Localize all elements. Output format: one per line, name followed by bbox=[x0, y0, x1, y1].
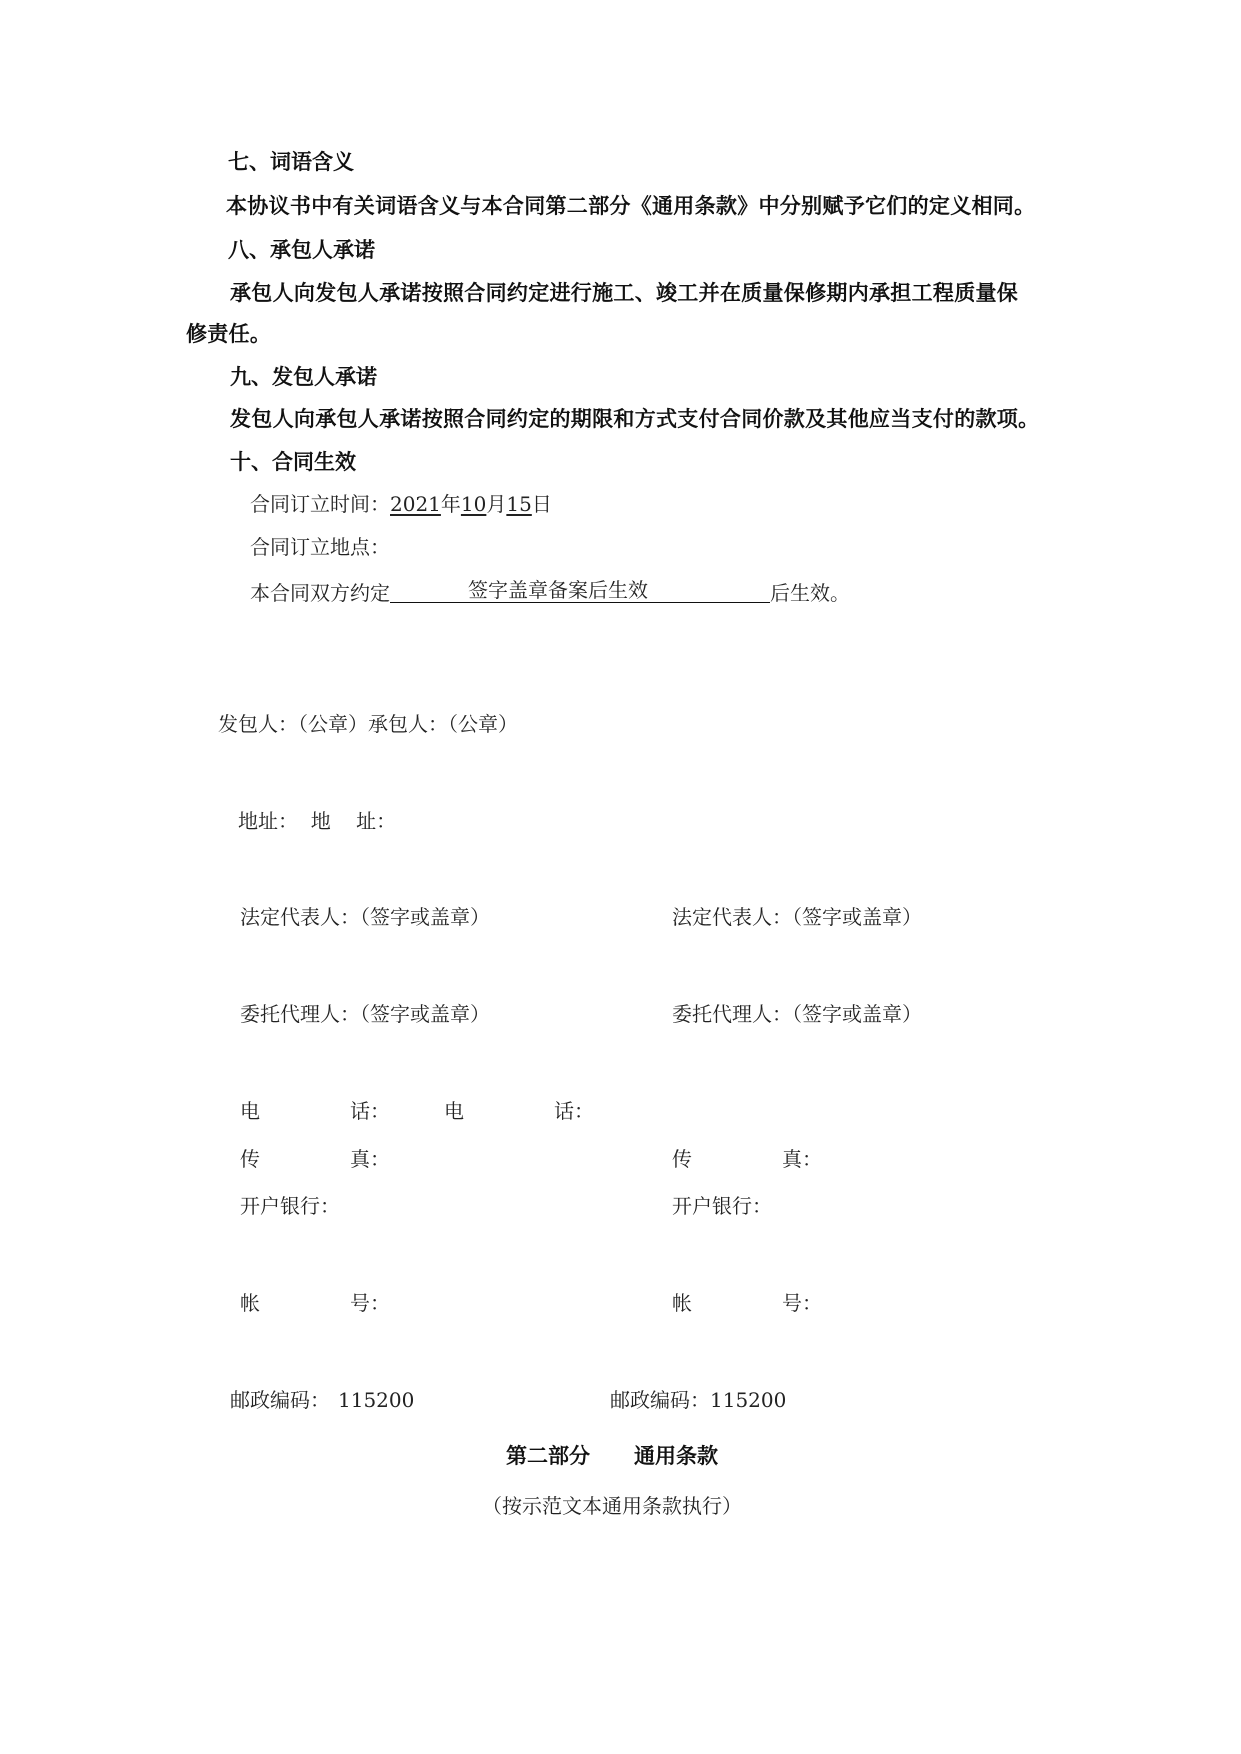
contract-year-unit: 年 bbox=[440, 492, 461, 516]
phone-mid-label: 话： bbox=[554, 1099, 594, 1123]
contract-place-label: 合同订立地点： bbox=[250, 535, 390, 559]
contract-date-label: 合同订立时间： bbox=[250, 492, 390, 516]
account-right-char: 帐 bbox=[672, 1291, 692, 1315]
postal-left-label: 邮政编码： bbox=[230, 1388, 330, 1412]
contract-effect-prefix: 本合同双方约定 bbox=[250, 581, 390, 605]
fax-right-label: 真： bbox=[782, 1147, 822, 1171]
postal-right-value: 115200 bbox=[710, 1388, 787, 1412]
part2-title bbox=[506, 1446, 718, 1467]
section-8-heading: 八、承包人承诺 bbox=[228, 238, 375, 262]
account-left-char: 帐 bbox=[240, 1291, 260, 1315]
contract-date-line bbox=[250, 494, 552, 514]
section-8-body-line1: 承包人向发包人承诺按照合同约定进行施工、竣工并在质量保修期内承担工程质量保 bbox=[230, 281, 1019, 305]
fax-right-char: 传 bbox=[672, 1147, 692, 1171]
section-7-body: 本协议书中有关词语含义与本合同第二部分《通用条款》中分别赋予它们的定义相同。 bbox=[226, 194, 1036, 218]
phone-left-char: 电 bbox=[240, 1099, 260, 1123]
bank-left: 开户银行： bbox=[240, 1194, 340, 1218]
account-left-label: 号： bbox=[350, 1291, 390, 1315]
legal-rep-left: 法定代表人：（签字或盖章） bbox=[240, 905, 490, 929]
contract-month: 10 bbox=[460, 492, 487, 516]
contract-month-unit: 月 bbox=[486, 492, 507, 516]
legal-rep-right: 法定代表人：（签字或盖章） bbox=[672, 905, 922, 929]
postal-left-value: 115200 bbox=[338, 1388, 415, 1412]
parties-seal-line: 发包人：（公章）承包人：（公章） bbox=[218, 712, 518, 736]
phone-left-label: 话： bbox=[350, 1099, 390, 1123]
section-8-body-line2: 修责任。 bbox=[186, 322, 272, 346]
fax-left-char: 传 bbox=[240, 1147, 260, 1171]
fax-left-label: 真： bbox=[350, 1147, 390, 1171]
postal-left bbox=[230, 1390, 414, 1410]
contract-effect-suffix: 后生效。 bbox=[770, 581, 850, 605]
contract-effect-line bbox=[250, 580, 850, 603]
contract-effect-value: 签字盖章备案后生效 bbox=[468, 578, 648, 602]
part2-title-name: 通用条款 bbox=[634, 1444, 718, 1468]
account-right-label: 号： bbox=[782, 1291, 822, 1315]
part2-title-part: 第二部分 bbox=[506, 1444, 590, 1468]
contract-effect-blank bbox=[390, 580, 770, 603]
part2-note: （按示范文本通用条款执行） bbox=[482, 1494, 742, 1518]
section-9-heading: 九、发包人承诺 bbox=[230, 365, 377, 389]
agent-right: 委托代理人：（签字或盖章） bbox=[672, 1002, 922, 1026]
agent-left: 委托代理人：（签字或盖章） bbox=[240, 1002, 490, 1026]
contract-year: 2021 bbox=[390, 492, 441, 516]
phone-mid-char: 电 bbox=[444, 1099, 464, 1123]
section-7-heading: 七、词语含义 bbox=[228, 150, 354, 174]
bank-right: 开户银行： bbox=[672, 1194, 772, 1218]
contract-day-unit: 日 bbox=[531, 492, 552, 516]
section-10-heading: 十、合同生效 bbox=[230, 450, 356, 474]
postal-right-label: 邮政编码： bbox=[610, 1388, 710, 1412]
section-9-body: 发包人向承包人承诺按照合同约定的期限和方式支付合同价款及其他应当支付的款项。 bbox=[230, 407, 1040, 431]
postal-right bbox=[610, 1390, 786, 1410]
contract-day: 15 bbox=[506, 492, 532, 516]
address-line: 地址： 地 址： bbox=[238, 809, 397, 833]
